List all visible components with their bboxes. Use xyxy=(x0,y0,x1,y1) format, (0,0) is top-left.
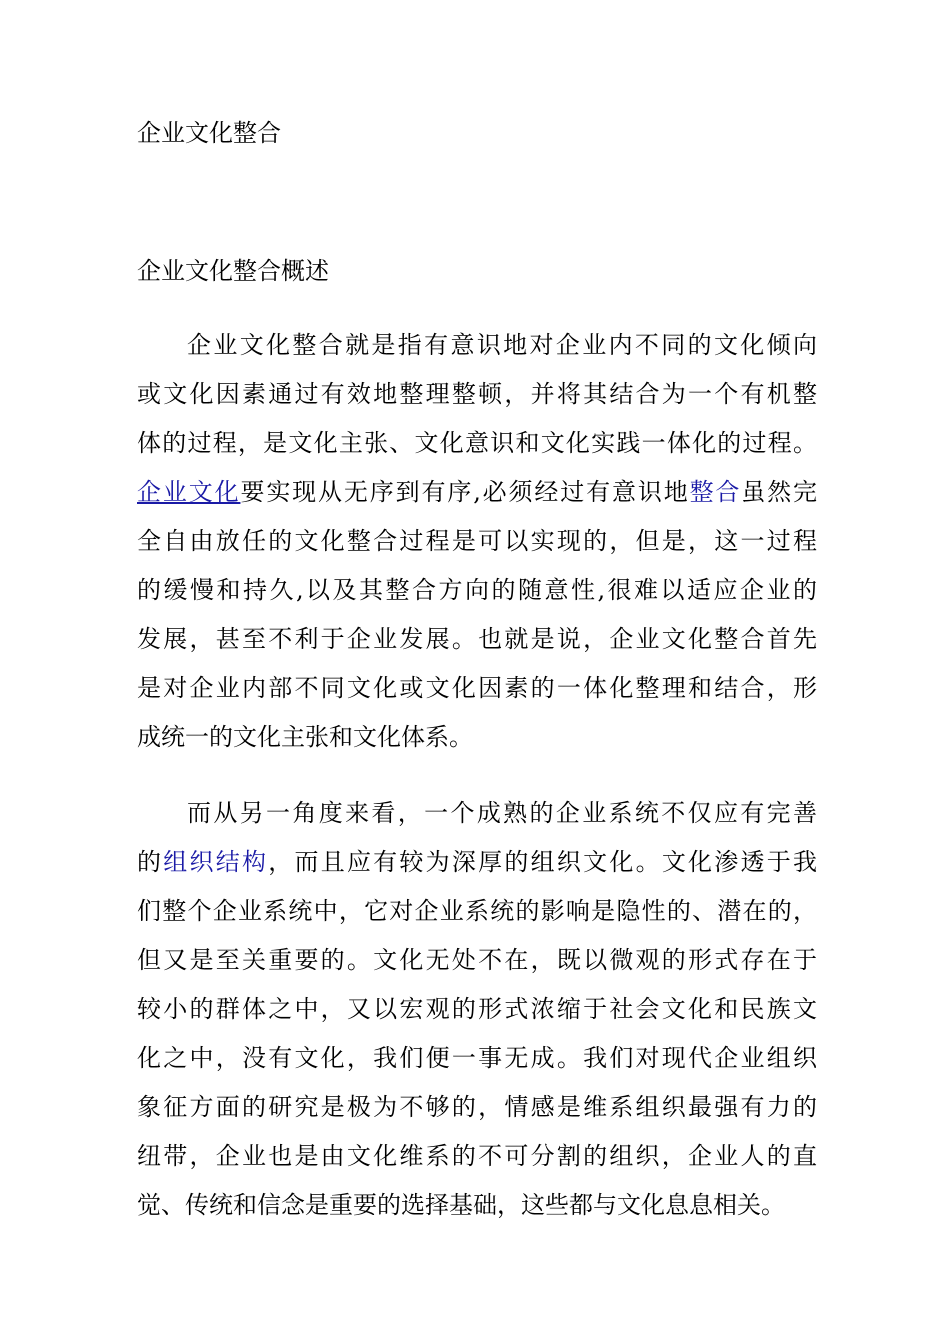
paragraph-line: 的缓慢和持久,以及其整合方向的随意性,很难以适应企业的 xyxy=(137,576,817,604)
paragraph-text: 的 xyxy=(137,848,164,876)
paragraph-line: 觉、传统和信念是重要的选择基础，这些都与文化息息相关。 xyxy=(137,1191,785,1219)
paragraph-text: 要实现从无序到有序,必须经过有意识地 xyxy=(240,478,690,506)
paragraph-culture-role xyxy=(137,789,817,1230)
paragraph-text: ，而且应有较为深厚的组织文化。文化渗透于我 xyxy=(268,848,818,876)
link-corporate-culture[interactable]: 企业文化 xyxy=(137,478,241,506)
paragraph-line: 全自由放任的文化整合过程是可以实现的，但是，这一过程 xyxy=(137,527,817,555)
paragraph-line-with-links xyxy=(137,468,817,517)
paragraph-line: 而从另一角度来看，一个成熟的企业系统不仅应有完善 xyxy=(187,799,817,827)
paragraph-line: 象征方面的研究是极为不够的，情感是维系组织最强有力的 xyxy=(137,1093,817,1121)
paragraph-line: 较小的群体之中，又以宏观的形式浓缩于社会文化和民族文 xyxy=(137,995,817,1023)
paragraph-line: 企业文化整合就是指有意识地对企业内不同的文化倾向 xyxy=(187,331,817,359)
paragraph-text: 虽然完 xyxy=(741,478,818,506)
paragraph-line: 成统一的文化主张和文化体系。 xyxy=(137,723,473,751)
paragraph-line: 或文化因素通过有效地整理整顿，并将其结合为一个有机整 xyxy=(137,380,817,408)
paragraph-line: 化之中，没有文化，我们便一事无成。我们对现代企业组织 xyxy=(137,1044,817,1072)
document-title: 企业文化整合 xyxy=(137,119,281,147)
paragraph-line: 纽带，企业也是由文化维系的不可分割的组织，企业人的直 xyxy=(137,1142,817,1170)
link-integration[interactable]: 整合 xyxy=(689,478,742,506)
paragraph-line: 们整个企业系统中，它对企业系统的影响是隐性的、潜在的， xyxy=(137,897,817,925)
paragraph-line: 体的过程，是文化主张、文化意识和文化实践一体化的过程。 xyxy=(137,429,817,457)
paragraph-line: 发展，甚至不利于企业发展。也就是说，企业文化整合首先 xyxy=(137,625,817,653)
paragraph-line: 是对企业内部不同文化或文化因素的一体化整理和结合，形 xyxy=(137,674,817,702)
paragraph-line: 但又是至关重要的。文化无处不在，既以微观的形式存在于 xyxy=(137,946,817,974)
paragraph-overview xyxy=(137,321,817,762)
link-organizational-structure[interactable]: 组织结构 xyxy=(163,848,269,876)
paragraph-line-with-link xyxy=(137,838,817,887)
section-title: 企业文化整合概述 xyxy=(137,257,329,285)
